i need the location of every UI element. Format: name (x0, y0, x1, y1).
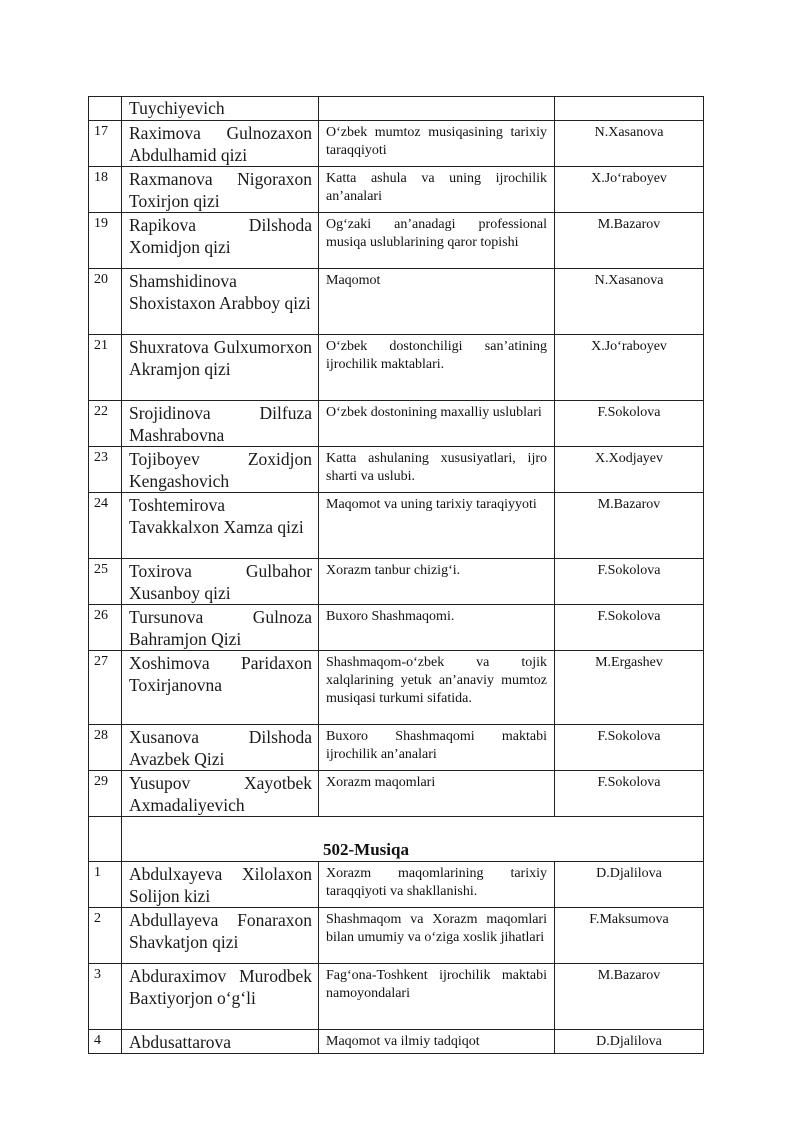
thesis-topic: Shashmaqom-o‘zbek va tojik xalqlarining yetuk an’anaviy mumtoz musiqasi turkumi sifatida. (319, 651, 555, 725)
row-number: 24 (89, 493, 122, 559)
table-row (89, 213, 704, 269)
supervisor: F.Sokolova (555, 605, 704, 651)
student-name: Abdusattarova (122, 1030, 319, 1054)
table-row (89, 725, 704, 771)
student-name: Abduraximov Murodbek Baxtiyorjon o‘g‘li (122, 964, 319, 1030)
student-name: Tursunova Gulnoza Bahramjon Qizi (122, 605, 319, 651)
supervisor: F.Sokolova (555, 725, 704, 771)
supervisor: F.Maksumova (555, 908, 704, 964)
supervisor: N.Xasanova (555, 269, 704, 335)
supervisor: M.Ergashev (555, 651, 704, 725)
thesis-topic: O‘zbek mumtoz musiqasining tarixiy taraqqiyoti (319, 121, 555, 167)
student-name: Xusanova Dilshoda Avazbek Qizi (122, 725, 319, 771)
row-number: 2 (89, 908, 122, 964)
thesis-topic: Katta ashulaning xususiyatlari, ijro sharti va uslubi. (319, 447, 555, 493)
student-name: Yusupov Xayotbek Axmadaliyevich (122, 771, 319, 817)
table-row (89, 651, 704, 725)
student-name: Abdulxayeva Xilolaxon Solijon kizi (122, 862, 319, 908)
group-heading: 502-Musiqa (122, 817, 704, 862)
thesis-topic: Xorazm maqomlari (319, 771, 555, 817)
thesis-topic (319, 97, 555, 121)
row-number (89, 97, 122, 121)
row-number (89, 817, 122, 862)
student-name: Raxmanova Nigoraxon Toxirjon qizi (122, 167, 319, 213)
row-number: 29 (89, 771, 122, 817)
row-number: 3 (89, 964, 122, 1030)
student-name: Abdullayeva Fonaraxon Shavkatjon qizi (122, 908, 319, 964)
group-heading-row (89, 817, 704, 862)
supervisor: N.Xasanova (555, 121, 704, 167)
table-row (89, 605, 704, 651)
supervisor: M.Bazarov (555, 493, 704, 559)
table-row (89, 964, 704, 1030)
thesis-topic: Shashmaqom va Xorazm maqomlari bilan umumiy va o‘ziga xoslik jihatlari (319, 908, 555, 964)
table-row (89, 493, 704, 559)
table-row (89, 97, 704, 121)
table-row (89, 771, 704, 817)
row-number: 18 (89, 167, 122, 213)
student-name: Raximova Gulnozaxon Abdulhamid qizi (122, 121, 319, 167)
thesis-topic: Og‘zaki an’anadagi professional musiqa uslublarining qaror topishi (319, 213, 555, 269)
row-number: 4 (89, 1030, 122, 1054)
thesis-topic: O‘zbek dostonchiligi san’atining ijrochilik maktablari. (319, 335, 555, 401)
row-number: 22 (89, 401, 122, 447)
supervisor: D.Djalilova (555, 1030, 704, 1054)
supervisor: M.Bazarov (555, 964, 704, 1030)
table-row (89, 167, 704, 213)
supervisor: X.Xodjayev (555, 447, 704, 493)
supervisor: F.Sokolova (555, 771, 704, 817)
row-number: 19 (89, 213, 122, 269)
student-name: Srojidinova Dilfuza Mashrabovna (122, 401, 319, 447)
student-name: Tojiboyev Zoxidjon Kengashovich (122, 447, 319, 493)
row-number: 25 (89, 559, 122, 605)
supervisor: F.Sokolova (555, 401, 704, 447)
supervisor (555, 97, 704, 121)
table-row (89, 121, 704, 167)
row-number: 20 (89, 269, 122, 335)
student-name: Xoshimova Paridaxon Toxirjanovna (122, 651, 319, 725)
table-row (89, 447, 704, 493)
student-name: Toshtemirova Tavakkalxon Xamza qizi (122, 493, 319, 559)
row-number: 27 (89, 651, 122, 725)
row-number: 23 (89, 447, 122, 493)
thesis-topic: Katta ashula va uning ijrochilik an’analari (319, 167, 555, 213)
table-row (89, 559, 704, 605)
supervisor: X.Jo‘raboyev (555, 167, 704, 213)
table-row (89, 862, 704, 908)
student-name: Rapikova Dilshoda Xomidjon qizi (122, 213, 319, 269)
thesis-topic: Maqomot va ilmiy tadqiqot (319, 1030, 555, 1054)
thesis-assignments-table (88, 96, 704, 1054)
row-number: 1 (89, 862, 122, 908)
student-name: Tuychiyevich (122, 97, 319, 121)
thesis-topic: Fag‘ona-Toshkent ijrochilik maktabi namoyondalari (319, 964, 555, 1030)
table-row (89, 1030, 704, 1054)
student-name: Shamshidinova Shoxistaxon Arabboy qizi (122, 269, 319, 335)
student-name: Toxirova Gulbahor Xusanboy qizi (122, 559, 319, 605)
supervisor: D.Djalilova (555, 862, 704, 908)
table-row (89, 401, 704, 447)
thesis-topic: Buxoro Shashmaqomi. (319, 605, 555, 651)
row-number: 26 (89, 605, 122, 651)
row-number: 28 (89, 725, 122, 771)
thesis-topic: Xorazm maqomlarining tarixiy taraqqiyoti va shakllanishi. (319, 862, 555, 908)
table-row (89, 269, 704, 335)
table-row (89, 335, 704, 401)
row-number: 21 (89, 335, 122, 401)
thesis-topic: Buxoro Shashmaqomi maktabi ijrochilik an’analari (319, 725, 555, 771)
supervisor: X.Jo‘raboyev (555, 335, 704, 401)
supervisor: F.Sokolova (555, 559, 704, 605)
thesis-topic: O‘zbek dostonining maxalliy uslublari (319, 401, 555, 447)
table-row (89, 908, 704, 964)
student-name: Shuxratova Gulxumorxon Akramjon qizi (122, 335, 319, 401)
row-number: 17 (89, 121, 122, 167)
thesis-topic: Maqomot va uning tarixiy taraqiyyoti (319, 493, 555, 559)
supervisor: M.Bazarov (555, 213, 704, 269)
thesis-topic: Maqomot (319, 269, 555, 335)
thesis-topic: Xorazm tanbur chizig‘i. (319, 559, 555, 605)
